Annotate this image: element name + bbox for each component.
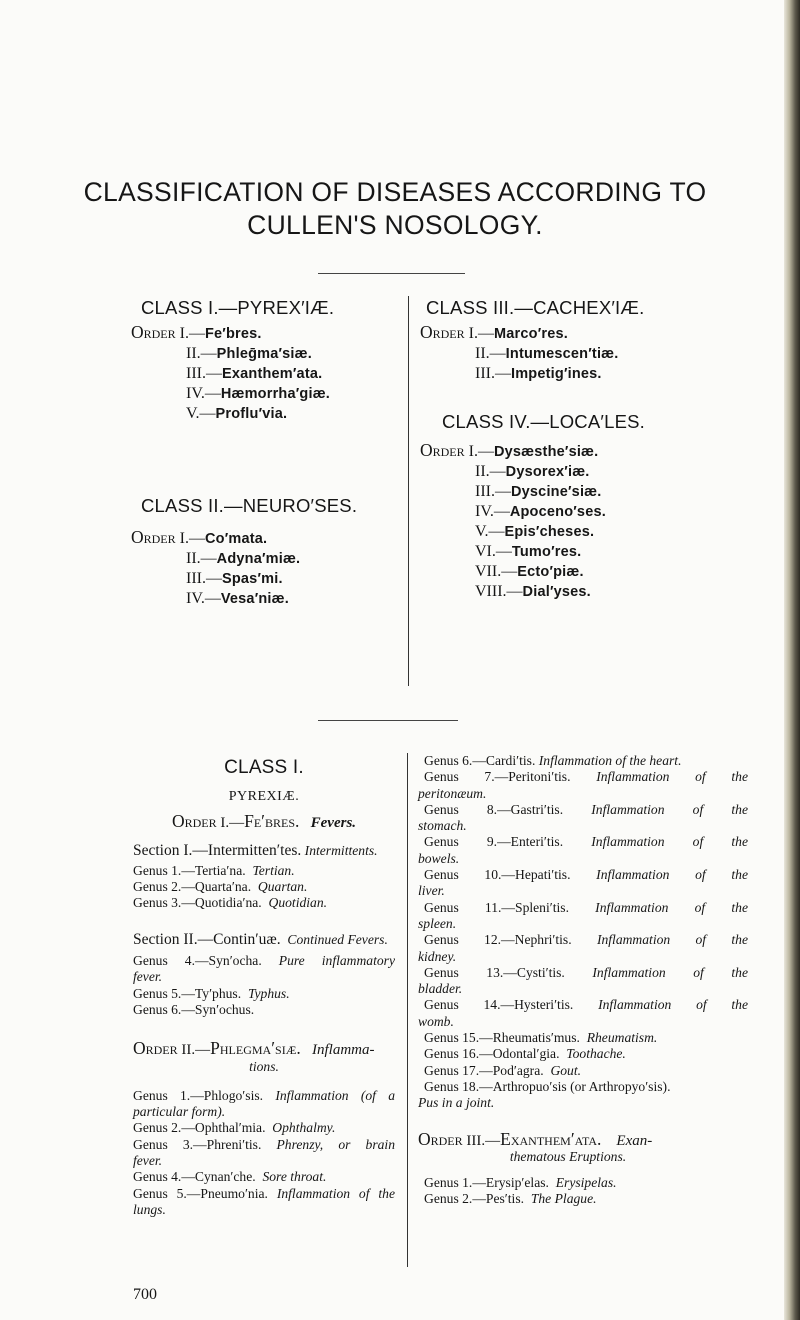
section-2-genera [133,953,395,1018]
order-line: Order I.—Dysæsthe′siæ. [420,440,599,460]
class-4-orders [420,441,765,602]
section-2-heading: Section II.—Contin′uæ. Continued Fevers. [133,930,388,948]
order-3-heading: Order III.—Exanthem′ata. Exan- [418,1128,653,1149]
genus-entry-continued: fever. [133,1153,163,1169]
genus-entry-continued: fever. [133,969,163,985]
order-line: III.—Dyscine′siæ. [475,483,602,500]
class-4-heading: CLASS IV.—LOCA′LES. [442,411,645,432]
genus-entry: Genus 18.—Arthropuo′sis (or Arthropyo′sis). [424,1078,671,1094]
order-line: Order I.—Marco′res. [420,322,568,342]
order-2-heading-continued: tions. [249,1058,279,1074]
class-3-heading: CLASS III.—CACHEX′IÆ. [426,297,645,318]
order-3-heading-continued: thematous Eruptions. [509,1148,627,1164]
detail-class-heading: CLASS I. [224,757,304,778]
order-line: II.—Dysorex′iæ. [475,463,590,480]
section-1-heading: Section I.—Intermitten′tes. Intermittents. [133,841,378,859]
genus-entry-continued: bowels. [418,850,460,866]
genus-entry: Genus 6.—Cardi′tis. Inflammation of the heart. [424,753,682,768]
genus-entry-continued: particular form). [133,1104,226,1120]
class-2-orders [131,528,396,609]
synopsis-right-column [420,296,765,602]
genus-entry: Genus 1.—Tertia′na. Tertian. [133,862,295,878]
order-line: VIII.—Dial′yses. [475,583,591,600]
section-1-genera [133,863,395,912]
genus-entry-continued: Pus in a joint. [418,1095,495,1111]
genus-entry-continued: lungs. [133,1201,166,1217]
genus-entry: Genus 2.—Ophthal′mia. Ophthalmy. [133,1120,336,1136]
order-line: VI.—Tumo′res. [475,543,582,560]
genus-entry: Genus 10.—Hepati′tis. Inflammation of the [424,867,748,883]
detail-left-column [133,757,395,1218]
genus-entry: Genus 8.—Gastri′tis. Inflammation of the [424,801,748,817]
order-line: Order I.—Co′mata. [131,527,268,547]
genus-entry: Genus 5.—Ty′phus. Typhus. [133,985,290,1001]
detail-column-rule [407,753,408,1267]
genus-entry-continued: stomach. [418,818,467,834]
genus-entry: Genus 11.—Spleni′tis. Inflammation of the [424,899,748,915]
genus-entry-continued: womb. [418,1013,454,1029]
genus-entry: Genus 6.—Syn′ochus. [133,1001,255,1017]
page-number: 700 [133,1286,157,1303]
order-line: III.—Impetig′ines. [475,365,602,382]
order-3-genera [418,1175,748,1208]
detail-right-column [418,753,748,1208]
order-line: III.—Spas′mi. [186,570,283,587]
genus-entry-continued: bladder. [418,981,463,997]
genus-entry: Genus 4.—Syn′ocha. Pure inflammatory [133,953,396,969]
class-1-orders [131,323,396,424]
genus-entry: Genus 9.—Enteri′tis. Inflammation of the [424,834,748,850]
order-line: V.—Epis′cheses. [475,523,595,540]
genus-entry: Genus 1.—Erysip′elas. Erysipelas. [424,1175,617,1191]
genus-entry: Genus 2.—Quarta′na. Quartan. [133,879,308,895]
title-line-1: CLASSIFICATION OF DISEASES ACCORDING TO [83,177,707,207]
genus-entry: Genus 13.—Cysti′tis. Inflammation of the [424,964,748,980]
title-rule [318,273,465,274]
synopsis-left-column [131,296,396,609]
genus-entry: Genus 12.—Nephri′tis. Inflammation of the [424,932,749,948]
class-3-orders [420,323,765,384]
order-line: Order I.—Fe′bres. [131,322,262,342]
order-2-genera [133,1088,395,1218]
genus-entry: Genus 4.—Cynan′che. Sore throat. [133,1169,327,1185]
order-line: III.—Exanthem′ata. [186,365,323,382]
genus-entry: Genus 5.—Pneumo′nia. Inflammation of the [133,1185,395,1201]
title-line-2: CULLEN'S NOSOLOGY. [247,210,543,240]
genus-entry: Genus 3.—Quotidia′na. Quotidian. [133,895,328,911]
genus-entry: Genus 7.—Peritoni′tis. Inflammation of the [424,769,749,785]
detail-class-name: PYREXIÆ. [228,789,300,804]
order-line: V.—Proflu′via. [186,405,288,422]
genus-entry: Genus 14.—Hysteri′tis. Inflammation of the [424,997,748,1013]
genus-entry: Genus 2.—Pes′tis. The Plague. [424,1191,597,1207]
class-1-heading: CLASS I.—PYREX′IÆ. [141,297,335,318]
genus-entry: Genus 16.—Odontal′gia. Toothache. [424,1046,626,1062]
order-line: II.—Phleḡma′siæ. [186,345,312,362]
genus-entry-continued: kidney. [418,948,457,964]
synopsis-column-rule [408,296,409,686]
class-2-heading: CLASS II.—NEURO′SES. [141,495,358,516]
genus-entry: Genus 17.—Pod′agra. Gout. [424,1062,582,1078]
genus-entry-continued: peritonæum. [418,785,487,801]
order-line: IV.—Vesa′niæ. [186,590,289,607]
order-line: IV.—Hæmorrha′giæ. [186,385,331,402]
order-line: VII.—Ecto′piæ. [475,563,584,580]
order-2-heading: Order II.—Phlegma′siæ. Inflamma- [133,1038,375,1059]
order-2-genera-continued [418,753,748,1112]
genus-entry: Genus 15.—Rheumatis′mus. Rheumatism. [424,1030,658,1046]
genus-entry: Genus 3.—Phreni′tis. Phrenzy, or brain [133,1136,395,1152]
page-title [0,176,790,242]
order-line: II.—Intumescen′tiæ. [475,345,619,362]
order-1-heading: Order I.—Fe′bres. Fevers. [171,811,357,832]
genus-entry: Genus 1.—Phlogo′sis. Inflammation (of a [133,1087,395,1103]
order-line: II.—Adyna′miæ. [186,550,301,567]
order-line: IV.—Apoceno′ses. [475,503,606,520]
genus-entry-continued: liver. [418,883,445,899]
genus-entry-continued: spleen. [418,915,457,931]
section-rule [318,720,458,721]
